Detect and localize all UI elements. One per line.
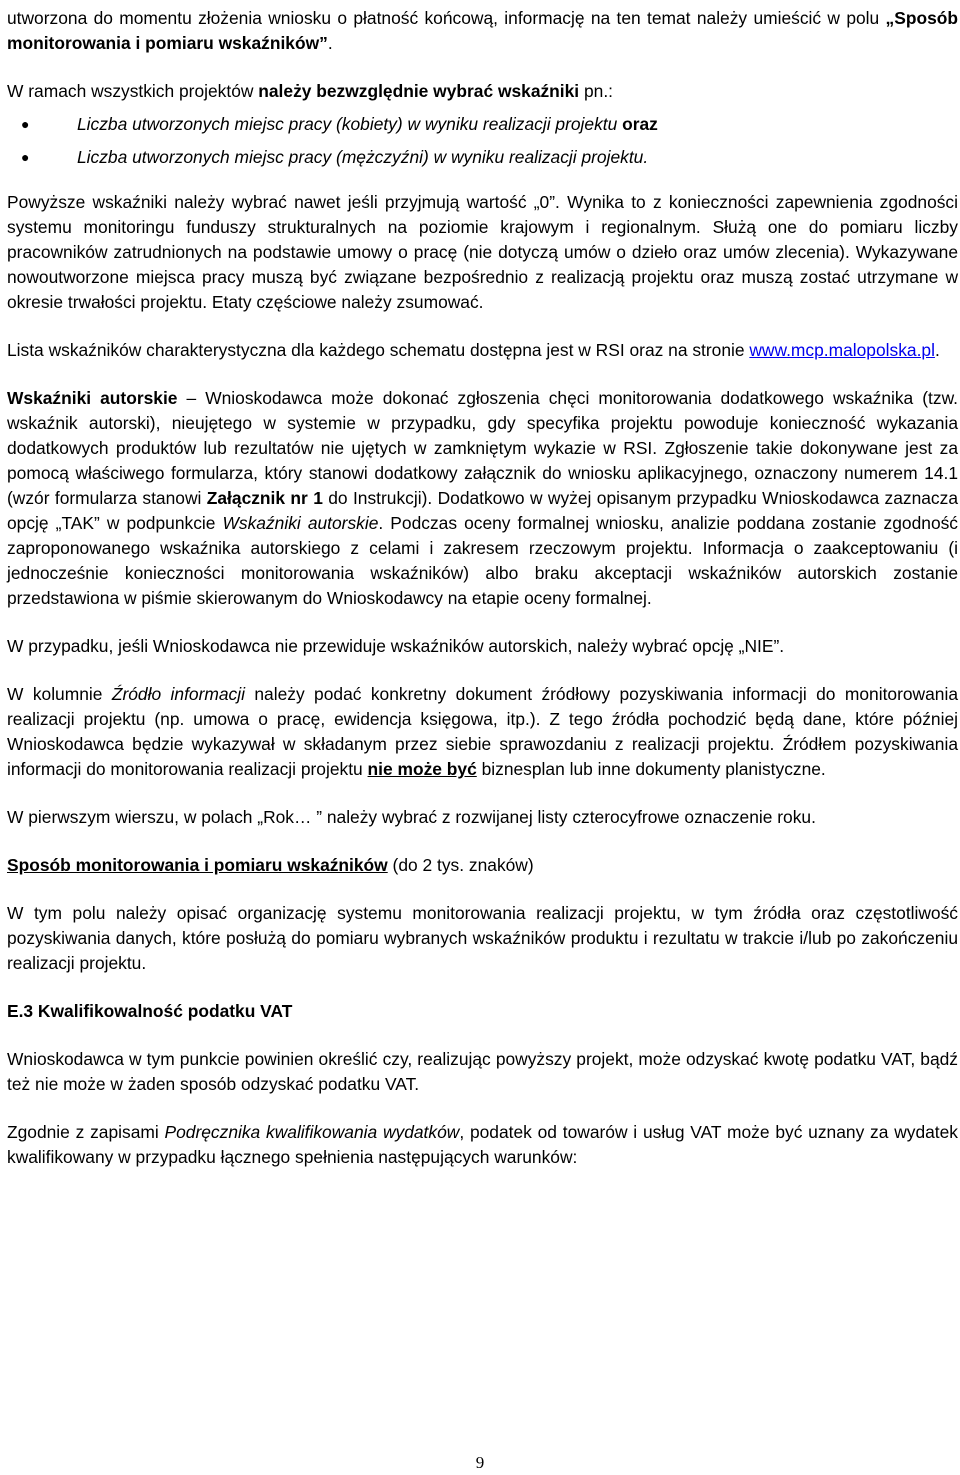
text: . Podczas oceny formalnej wniosku, analizie poddana zostanie zgodność zaproponowanego wskaźnika autorskiego z celami i zakresem rzeczowym projektu. Informacja o zaakceptowaniu (i jednocześnie konieczności monitorowania wskaźników) albo braku akceptacji wskaźników autorskich zostanie przedstawiona w piśmie skierowanym do Wnioskodawcy na etapie oceny formalnej. [7,513,959,608]
indicator-list [7,112,958,170]
emphasis-bold: należy bezwzględnie wybrać wskaźniki [258,81,580,101]
text: utworzona do momentu złożenia wniosku o płatność końcową, informację na ten temat należy umieścić w polu [7,8,886,28]
paragraph-monitoring-description: W tym polu należy opisać organizację systemu monitorowania realizacji projektu, w tym źródła oraz częstotliwość pozyskiwania danych, które posłużą do pomiaru wybranych wskaźników produktu i rezultatu w trakcie i/lub po zakończeniu realizacji projektu. [7,903,958,973]
text: pn.: [579,81,613,101]
emphasis-bold-underline: nie może być [367,759,477,779]
text: , podatek od towarów i usług VAT może być uznany za wydatek kwalifikowany w przypadku łącznego spełnienia następujących warunków: [7,1122,959,1167]
paragraph-vat-conditions [7,1120,958,1170]
heading-title: E.3 Kwalifikowalność podatku VAT [7,1001,293,1021]
text: – Wnioskodawca może dokonać zgłoszenia chęci monitorowania dodatkowego wskaźnika (tzw. wskaźnik autorski), nieujętego w systemie w przypadku, gdy specyfika projektu powoduje konieczność wykazania dodatkowych produktów lub rezultatów nie ujętych w zamkniętym wykazie w RSI. Zgłoszenie takie dokonywane jest za pomocą właściwego formularza, który stanowi dodatkowy załącznik do wniosku aplikacyjnego, oznaczony numerem 14.1 (wzór formularza stanowi [7,388,958,508]
text: W ramach wszystkich projektów [7,81,259,101]
bullet-icon: ● [21,116,30,132]
text: . [934,340,940,360]
text: do Instrukcji). Dodatkowo w wyżej opisanym przypadku Wnioskodawca zaznacza opcję „TAK” w podpunkcie [7,488,958,533]
field-name-bold: „Sposób monitorowania i pomiaru wskaźników” [7,8,958,53]
text: biznesplan lub inne dokumenty planistyczne. [476,759,826,779]
list-item-text: Liczba utworzonych miejsc pracy (mężczyźni) w wyniku realizacji projektu. [77,147,649,167]
text: należy podać konkretny dokument źródłowy pozyskiwania informacji do monitorowania realizacji projektu (np. umowa o pracę, ewidencja księgowa, itp.). Z tego źródła pochodzić będą dane, które później Wnioskodawca będzie wykazywał w składanym przez siebie sprawozdaniu z realizacji projektu. Źródłem pozyskiwania informacji do monitorowania realizacji projektu [7,684,958,779]
text: . [327,33,333,53]
heading-title: Sposób monitorowania i pomiaru wskaźników [7,855,388,875]
bullet-icon: ● [21,149,30,165]
term-italic: Wskaźniki autorskie [222,513,379,533]
section-heading-vat [7,999,958,1024]
list-item [7,112,958,137]
paragraph-vat-recovery: Wnioskodawca w tym punkcie powinien określić czy, realizując powyższy projekt, może odzyskać kwotę podatku VAT, bądź też nie może w żaden sposób odzyskać podatku VAT. [7,1049,958,1094]
paragraph-no-custom-indicators: W przypadku, jeśli Wnioskodawca nie przewiduje wskaźników autorskich, należy wybrać opcję „NIE”. [7,636,785,656]
paragraph-required-indicators [7,79,958,104]
paragraph-year-fields: W pierwszym wierszu, w polach „Rok… ” należy wybrać z rozwijanej listy czterocyfrowe oznaczenie roku. [7,807,816,827]
list-item-text: Liczba utworzonych miejsc pracy (kobiety) w wyniku realizacji projektu [77,114,623,134]
section-heading-monitoring [7,853,958,878]
paragraph-information-source [7,682,958,782]
column-name-italic: Źródło informacji [111,684,245,704]
text: Lista wskaźników charakterystyczna dla każdego schematu dostępna jest w RSI oraz na stronie [7,340,750,360]
paragraph-custom-indicators [7,386,958,611]
list-item [7,145,958,170]
attachment-ref-bold: Załącznik nr 1 [206,488,323,508]
paragraph-indicators-note: Powyższe wskaźniki należy wybrać nawet jeśli przyjmują wartość „0”. Wynika to z konieczności zapewnienia zgodności systemu monitoringu funduszy strukturalnych na poziomie krajowym i regionalnym. Służą one do pomiaru liczby pracowników zatrudnionych na podstawie umowy o pracę (nie dotyczą umów o dzieło oraz umów zlecenia). Wykazywane nowoutworzone miejsca pracy muszą być związane bezpośrednio z realizacją projektu oraz muszą zostać utrzymane w okresie trwałości projektu. Etaty częściowe należy zsumować. [7,192,958,312]
paragraph-continuation [7,6,958,56]
page-number: 9 [475,1453,485,1472]
heading-note: (do 2 tys. znaków) [387,855,534,875]
text: Zgodnie z zapisami [7,1122,165,1142]
term-bold: Wskaźniki autorskie [7,388,178,408]
list-item-bold: oraz [622,114,658,134]
handbook-title-italic: Podręcznika kwalifikowania wydatków [164,1122,460,1142]
document-page [7,6,958,1170]
paragraph-indicator-list [7,338,958,363]
website-link[interactable]: www.mcp.malopolska.pl [749,340,935,360]
text: W kolumnie [7,684,112,704]
